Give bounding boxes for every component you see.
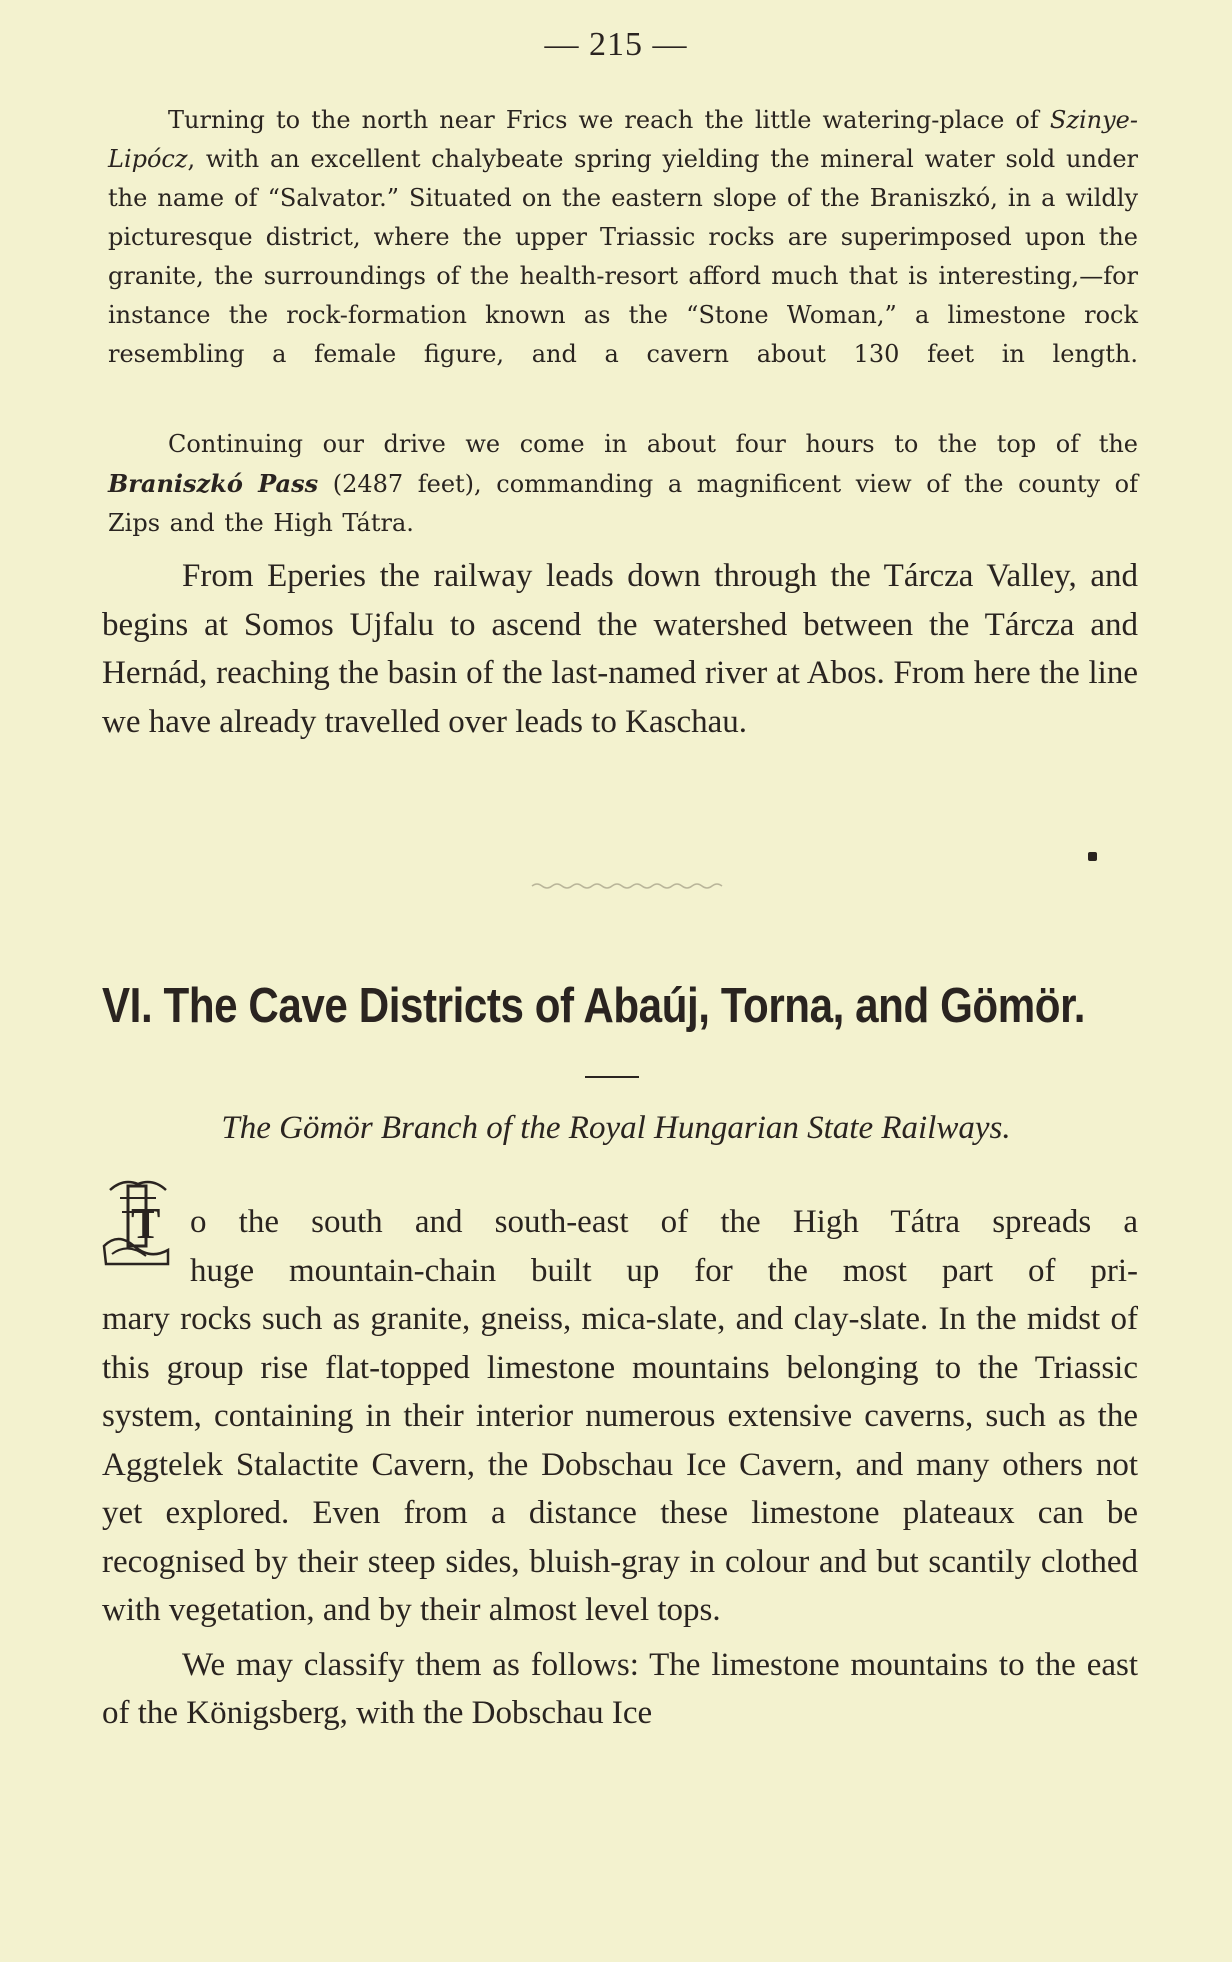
pass-name: Braniszkó Pass bbox=[108, 469, 319, 498]
stray-dot bbox=[1088, 852, 1097, 861]
body-main: mary rocks such as granite, gneiss, mica-slate, and clay-slate. In the midst of this group rise flat-topped limestone mountains belonging to the Triassic system, containing in their interior numerous extensive caverns, such as the Aggtelek Stalactite Cavern, the Dobschau Ice Cavern, and many others not yet explored. Even from a distance these limestone plateaux can be recognised by their steep sides, bluish-gray in colour and but scantily clothed with vegetation, and by their almost level tops. bbox=[102, 1301, 1138, 1628]
section-title: VI. The Cave Districts of Abaúj, Torna, and Gömör. bbox=[102, 979, 1086, 1033]
title-rule bbox=[585, 1076, 639, 1078]
intro-text-a: Turning to the north near Frics we reach the little watering-place of bbox=[168, 106, 1039, 134]
place-name-szinye: Szinye-Lipócz bbox=[108, 106, 1138, 173]
pass-rest: (2487 feet), commanding a magnificent view of the county of Zips and the High Tátra. bbox=[108, 470, 1139, 537]
pass-paragraph bbox=[108, 425, 1138, 543]
body-line-1: o the south and south-east of the High Tátra spreads a bbox=[190, 1204, 1138, 1240]
body-line-2: huge mountain-chain built up for the most part of pri- bbox=[190, 1252, 1138, 1289]
drop-cap-letter: T bbox=[131, 1199, 161, 1248]
page-number: — 215 — bbox=[544, 26, 688, 63]
intro-paragraph bbox=[108, 101, 1138, 374]
pass-lead: Continuing our drive we come in about four hours to the top of the bbox=[168, 430, 1138, 458]
classify-paragraph: We may classify them as follows: The limestone mountains to the east of the Königsberg, with the Dobschau Ice bbox=[102, 1646, 1138, 1731]
intro-text-b: , with an excellent chalybeate spring yielding the mineral water sold under the name of “Salvator.” Situated on the eastern slope of the Braniszkó, in a wildly picturesque district, where the upper Triassic rocks are superimposed upon the granite, the surroundings of the health-resort afford much that is interesting,—for instance the rock-formation known as the “Stone Woman,” a limestone rock resembling a female figure, and a cavern about 130 feet in length. bbox=[108, 145, 1138, 368]
section-subtitle: The Gömör Branch of the Royal Hungarian State Railways. bbox=[221, 1110, 1011, 1146]
railway-paragraph bbox=[102, 552, 1138, 746]
railway-text: From Eperies the railway leads down through the Tárcza Valley, and begins at Somos Ujfalu to ascend the watershed between the Tárcza and Hernád, reaching the basin of the last-named river at Abos. From here the line we have already travelled over leads to Kaschau. bbox=[102, 558, 1138, 740]
wavy-ornament bbox=[530, 880, 730, 892]
section-body bbox=[102, 1198, 1138, 1738]
